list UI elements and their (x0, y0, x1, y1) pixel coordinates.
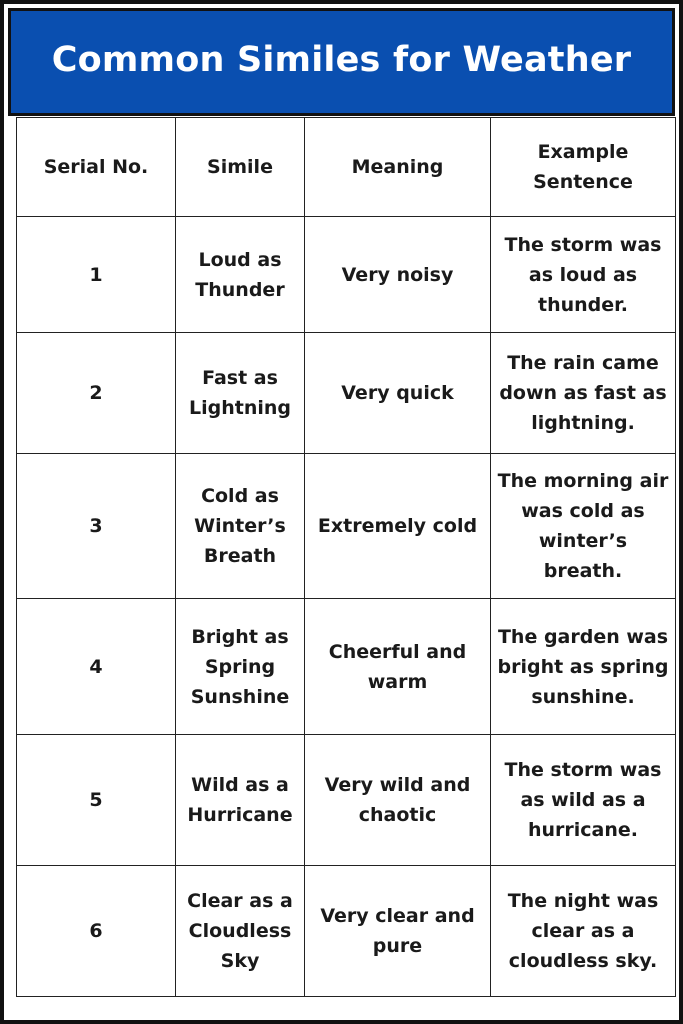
cell-meaning: Very noisy (305, 217, 491, 333)
cell-serial: 4 (17, 599, 176, 735)
cell-simile: Wild as a Hurricane (176, 735, 305, 866)
table-row (17, 735, 676, 866)
cell-simile: Clear as a Cloudless Sky (176, 866, 305, 997)
cell-example: The rain came down as fast as lightning. (491, 333, 676, 454)
header-serial-no: Serial No. (17, 118, 176, 217)
cell-serial: 3 (17, 454, 176, 599)
page-title: Common Similes for Weather (51, 40, 632, 80)
table-row (17, 217, 676, 333)
cell-simile: Fast as Lightning (176, 333, 305, 454)
table-header-row (17, 118, 676, 217)
cell-serial: 1 (17, 217, 176, 333)
cell-meaning: Very quick (305, 333, 491, 454)
header-example-sentence: Example Sentence (491, 118, 676, 217)
cell-example: The storm was as wild as a hurricane. (491, 735, 676, 866)
cell-meaning: Extremely cold (305, 454, 491, 599)
cell-simile: Loud as Thunder (176, 217, 305, 333)
cell-serial: 2 (17, 333, 176, 454)
cell-example: The garden was bright as spring sunshine. (491, 599, 676, 735)
similes-table (16, 117, 676, 997)
cell-meaning: Cheerful and warm (305, 599, 491, 735)
title-banner (8, 8, 675, 116)
table-row (17, 333, 676, 454)
table-row (17, 866, 676, 997)
cell-serial: 6 (17, 866, 176, 997)
table-row (17, 454, 676, 599)
cell-simile: Bright as Spring Sunshine (176, 599, 305, 735)
cell-simile: Cold as Winter’s Breath (176, 454, 305, 599)
header-meaning: Meaning (305, 118, 491, 217)
cell-example: The night was clear as a cloudless sky. (491, 866, 676, 997)
header-simile: Simile (176, 118, 305, 217)
cell-meaning: Very wild and chaotic (305, 735, 491, 866)
cell-serial: 5 (17, 735, 176, 866)
cell-example: The storm was as loud as thunder. (491, 217, 676, 333)
cell-meaning: Very clear and pure (305, 866, 491, 997)
cell-example: The morning air was cold as winter’s breath. (491, 454, 676, 599)
table-row (17, 599, 676, 735)
